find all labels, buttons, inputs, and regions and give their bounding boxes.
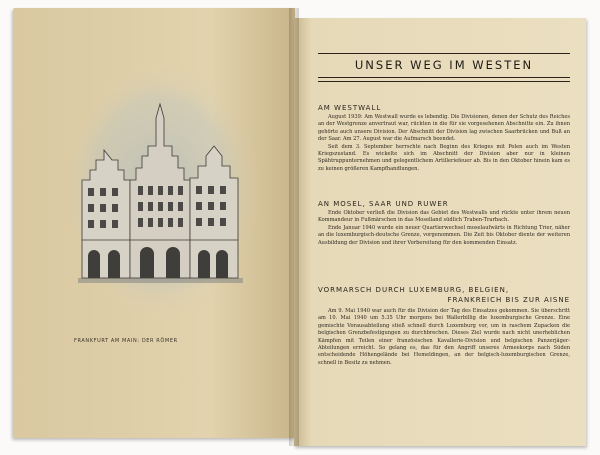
paragraph: Seit dem 3. September herrschte nach Beginn des Krieges mit Polen auch im Westen Kriegszustand. Es wickelte sich im Abschnitt der Division aber nur in kleinen Spähtruppunternehmen und gelegentlichem Artilleriefeuer ab. Bis in den Oktober hinein kam es zu keinen größeren Kampfhandlungen. bbox=[318, 143, 570, 172]
paragraph: Ende Januar 1940 wurde ein neuer Quartierwechsel moselaufwärts in Richtung Trier, näher an die luxemburgisch-deutsche Grenze, vorgenommen. Die Zeit bis Oktober diente der weiteren Ausbildung der Division und ihrer Vorbereitung für den kommenden Einsatz. bbox=[318, 224, 570, 246]
paragraph: Am 9. Mai 1940 war auch für die Division der Tag des Einsatzes gekommen. Sie überschritt am 10. Mai 1940 um 5.35 Uhr morgens bei Wallerbillig die luxemburgische Grenze. Eine gemischte Vorausabteilung stieß schnell durch Luxemburg vor, um in raschem Zupacken die belgischen Grenzbefestigungen zu durchbrechen. Dieses Ziel wurde nach nicht unerheblichen Kämpfen mit Teilen einer französischen Kavallerie-Division und belgischen Panzerjäger-Abteilungen erreicht. So gelang es, das für den Angriff unseres Armeekorps nach Süden entscheidende Höhengelände bei Hemeldingen, an der belgisch-luxemburgischen Grenze, schnell in Besitz zu nehmen. bbox=[318, 308, 570, 366]
section-heading: VORMARSCH DURCH LUXEMBURG, BELGIEN, bbox=[318, 286, 510, 294]
section-heading-continued: FRANKREICH BIS ZUR AISNE bbox=[447, 296, 570, 304]
section-text bbox=[318, 308, 570, 367]
section-text bbox=[318, 114, 570, 173]
title-rule-top bbox=[318, 53, 570, 54]
roemer-illustration bbox=[60, 60, 260, 325]
section-heading: AN MOSEL, SAAR UND RUWER bbox=[318, 200, 449, 208]
roemer-building-drawing bbox=[60, 60, 260, 325]
paragraph: August 1939: Am Westwall wurde es lebendig. Die Divisionen, denen der Schutz des Reiches an der Westgrenze anvertraut war, rückten in die für sie vorgesehenen Abschnitte ein. Zu ihnen gehörte auch unsere Division. Der Abschnitt der Division lag zwischen Saarbrücken und Buß an der Saar. Am 27. August war die Aufmarsch beendet. bbox=[318, 114, 570, 143]
section-heading: AM WESTWALL bbox=[318, 104, 382, 112]
book-spine bbox=[289, 8, 299, 446]
paragraph: Ende Oktober verließ die Division das Gebiet des Westwalls und rückte unter ihrem neuen Kommandeur in Fußmärschen in das Moselland südlich Traben-Trarbach. bbox=[318, 210, 570, 224]
illustration-caption: FRANKFURT AM MAIN: DER RÖMER bbox=[74, 338, 178, 344]
page-title: UNSER WEG IM WESTEN bbox=[354, 58, 534, 72]
title-rule-bottom bbox=[318, 77, 570, 82]
section-text bbox=[318, 210, 570, 247]
